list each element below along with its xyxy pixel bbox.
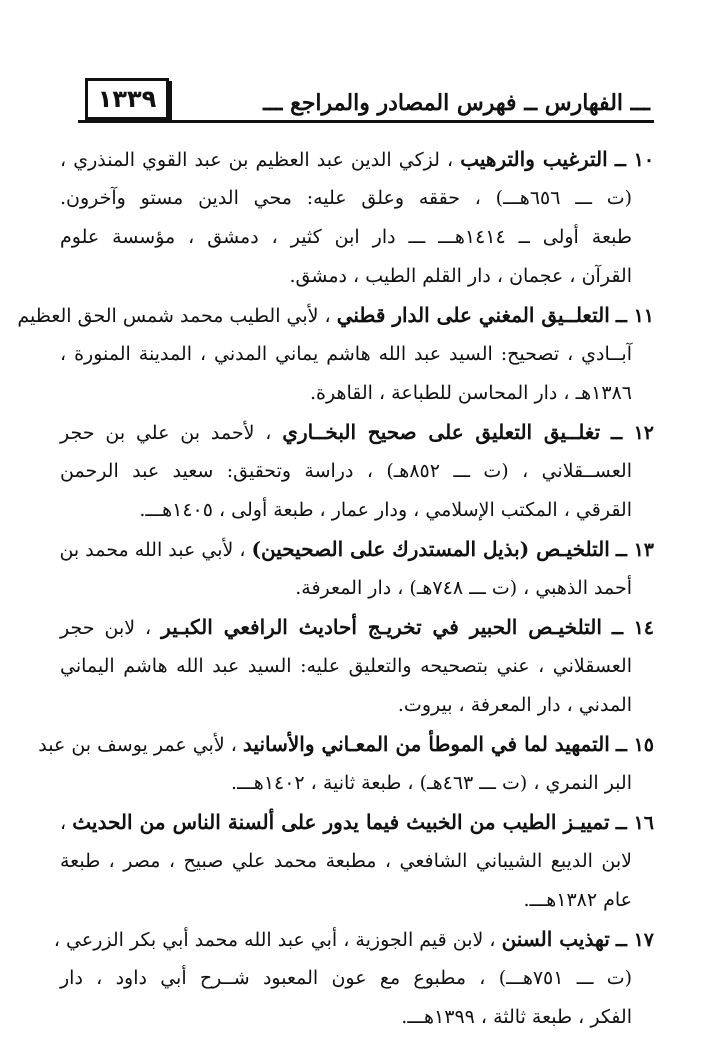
page-number: ١٣٣٩ bbox=[97, 85, 157, 113]
entry-line: البر النمري ، (ت ـــ ٤٦٣هـ) ، طبعة ثانية ، ١٤٠٢هـــ. bbox=[231, 772, 632, 794]
entry-line: العســقلاني ، (ت ـــ ٨٥٢هـ) ، دراسة وتحقيق: سعيد عبد الرحمن bbox=[60, 460, 632, 482]
entry-first-line bbox=[60, 530, 654, 569]
entry-text: ، لأبي الطيب محمد شمس الحق العظيم bbox=[17, 305, 331, 327]
entry-number: ١١ ــ bbox=[615, 305, 654, 327]
entry-first-line bbox=[38, 725, 654, 764]
entry-number: ١٧ ــ bbox=[615, 929, 654, 951]
entry-line: العسقلاني ، عني بتصحيحه والتعليق عليه: السيد عبد الله هاشم اليماني bbox=[60, 655, 632, 677]
entry-line: الفكر ، طبعة ثالثة ، ١٣٩٩هـــ. bbox=[401, 1006, 632, 1028]
header-divider bbox=[78, 120, 654, 123]
entry-number: ١٥ ــ bbox=[615, 734, 654, 756]
entry-first-line bbox=[60, 413, 654, 452]
bibliography-list bbox=[17, 140, 655, 1037]
entry-first-line bbox=[53, 920, 654, 959]
entry-title: تهذيب السنن bbox=[501, 927, 610, 951]
bibliography-entry-10 bbox=[60, 140, 654, 296]
entry-line: القرآن ، عجمان ، دار القلم الطيب ، دمشق. bbox=[289, 265, 632, 287]
entry-title: التلخيـص الحبير في تخريـج أحاديث الرافعي الكبـير bbox=[161, 615, 602, 639]
entry-text: ، لأبي عمر يوسف بن عبد bbox=[38, 734, 237, 756]
bibliography-entry-17 bbox=[53, 920, 654, 1037]
entry-text: ، لأحمد بن علي بن حجر bbox=[60, 422, 272, 444]
entry-title: الترغيب والترهيب bbox=[460, 147, 608, 171]
entry-text: ، لابن قيم الجوزية ، أبي عبد الله محمد أبي بكر الزرعي ، bbox=[53, 929, 496, 951]
entry-line: ١٣٨٦هـ ، دار المحاسن للطباعة ، القاهرة. bbox=[310, 382, 632, 404]
entry-title: التلخيـص (بذيل المستدرك على الصحيحين) bbox=[251, 537, 610, 561]
bibliography-entry-16 bbox=[60, 803, 654, 920]
entry-first-line bbox=[60, 803, 654, 842]
entry-number: ١٢ ــ bbox=[611, 422, 655, 444]
entry-first-line bbox=[60, 608, 654, 647]
entry-title: تمييـز الطيب من الخبيث فيما يدور على ألسنة الناس من الحديث bbox=[72, 810, 610, 834]
running-title: ـــ الفهارس ــ فهرس المصادر والمراجع ـــ bbox=[263, 90, 650, 116]
entry-line: لابن الديبع الشيباني الشافعي ، مطبعة محمد علي صبيح ، مصر ، طبعة bbox=[60, 850, 632, 872]
bibliography-entry-15 bbox=[38, 725, 654, 803]
page-number-box bbox=[85, 78, 169, 120]
page-header bbox=[0, 0, 724, 130]
bibliography-entry-13 bbox=[60, 530, 654, 608]
entry-line: عام ١٣٨٢هـــ. bbox=[523, 889, 632, 911]
bibliography-entry-11 bbox=[17, 296, 654, 413]
entry-text: ، لابن حجر bbox=[60, 617, 152, 639]
entry-number: ١٠ ــ bbox=[614, 149, 655, 171]
entry-text: ، لأبي عبد الله محمد بن bbox=[59, 539, 246, 561]
entry-line: (ت ـــ ٧٥١هـــ) ، مطبوع مع عون المعبود شــرح أبي داود ، دار bbox=[60, 967, 633, 989]
entry-line: المدني ، دار المعرفة ، بيروت. bbox=[397, 694, 632, 716]
entry-line: طبعة أولى ــ ١٤١٤هـــ ـــ دار ابن كثير ، دمشق ، مؤسسة علوم bbox=[60, 226, 632, 248]
entry-text: ، bbox=[60, 812, 67, 834]
entry-text: ، لزكي الدين عبد العظيم بن عبد القوي المنذري ، bbox=[60, 149, 454, 171]
entry-title: التمهيد لما في الموطأ من المعـاني والأسانيد bbox=[242, 732, 610, 756]
entry-title: تغلــيق التعليق على صحيح البخــاري bbox=[282, 420, 601, 444]
entry-line: (ت ـــ ٦٥٦هـــ) ، حققه وعلق عليه: محي الدين مستو وآخرون. bbox=[60, 187, 633, 209]
entry-first-line bbox=[60, 140, 654, 179]
entry-line: آبــادي ، تصحيح: السيد عبد الله هاشم يماني المدني ، المدينة المنورة ، bbox=[60, 343, 632, 365]
bibliography-entry-14 bbox=[60, 608, 654, 725]
entry-line: أحمد الذهبي ، (ت ـــ ٧٤٨هـ) ، دار المعرفة. bbox=[295, 577, 632, 599]
entry-title: التعلــيق المغني على الدار قطني bbox=[336, 303, 610, 327]
entry-number: ١٦ ــ bbox=[615, 812, 654, 834]
bibliography-entry-12 bbox=[60, 413, 654, 530]
entry-number: ١٣ ــ bbox=[615, 539, 654, 561]
entry-first-line bbox=[17, 296, 654, 335]
entry-line: القرقي ، المكتب الإسلامي ، ودار عمار ، طبعة أولى ، ١٤٠٥هـــ. bbox=[139, 499, 632, 521]
entry-number: ١٤ ــ bbox=[611, 617, 654, 639]
